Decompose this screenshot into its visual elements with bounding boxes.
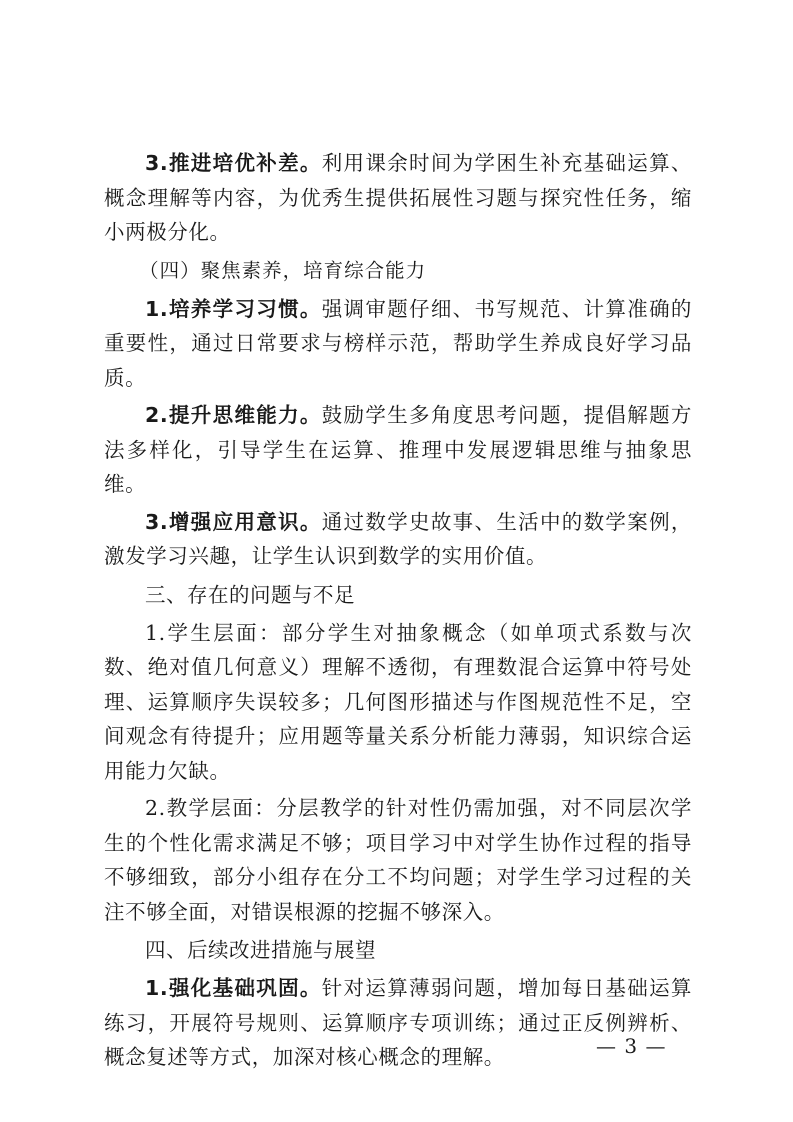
section-heading-4: 四、后续改进措施与展望 <box>145 938 376 962</box>
page-number: — 3 — <box>596 1034 667 1058</box>
paragraph-text: 利用课余时间为学困生补充基础运算、概念理解等内容，为优秀生提供拓展性习题与探究性任务，缩小两极分化。 <box>104 151 692 244</box>
section-heading-3: 三、存在的问题与不足 <box>145 582 355 607</box>
paragraph-application <box>104 505 692 574</box>
paragraph-lead: 2.提升思维能力。 <box>145 403 322 427</box>
paragraph-student-level: 1.学生层面：部分学生对抽象概念（如单项式系数与次数、绝对值几何意义）理解不透彻，有理数混合运算中符号处理、运算顺序失误较多；几何图形描述与作图规范性不足，空间观念有待提升；应用题等量关系分析能力薄弱，知识综合运用能力欠缺。 <box>104 620 692 783</box>
paragraph-text: 强调审题仔细、书写规范、计算准确的重要性，通过日常要求与榜样示范，帮助学生养成良好学习品质。 <box>104 296 692 390</box>
paragraph-tutoring <box>104 146 692 250</box>
paragraph-lead: 3.推进培优补差。 <box>145 151 322 175</box>
subsection-heading-4: （四）聚焦素养，培育综合能力 <box>139 258 427 282</box>
paragraph-lead: 3.增强应用意识。 <box>145 509 322 534</box>
paragraph-foundation <box>104 971 692 1075</box>
paragraph-teaching-level: 2.教学层面：分层教学的针对性仍需加强，对不同层次学生的个性化需求满足不够；项目学习中对学生协作过程的指导不够细致，部分小组存在分工不均问题；对学生学习过程的关注不够全面，对错误根源的挖掘不够深入。 <box>104 796 692 924</box>
document-body <box>104 146 692 1078</box>
paragraph-thinking <box>104 398 692 502</box>
paragraph-lead: 1.强化基础巩固。 <box>145 976 322 1000</box>
paragraph-text: 针对运算薄弱问题，增加每日基础运算练习，开展符号规则、运算顺序专项训练；通过正反例辨析、概念复述等方式，加深对核心概念的理解。 <box>104 976 692 1069</box>
paragraph-text: 通过数学史故事、生活中的数学案例，激发学习兴趣，让学生认识到数学的实用价值。 <box>104 509 692 568</box>
paragraph-text: 鼓励学生多角度思考问题，提倡解题方法多样化，引导学生在运算、推理中发展逻辑思维与抽象思维。 <box>104 403 692 496</box>
paragraph-habits <box>104 292 692 396</box>
paragraph-lead: 1.培养学习习惯。 <box>145 296 322 321</box>
